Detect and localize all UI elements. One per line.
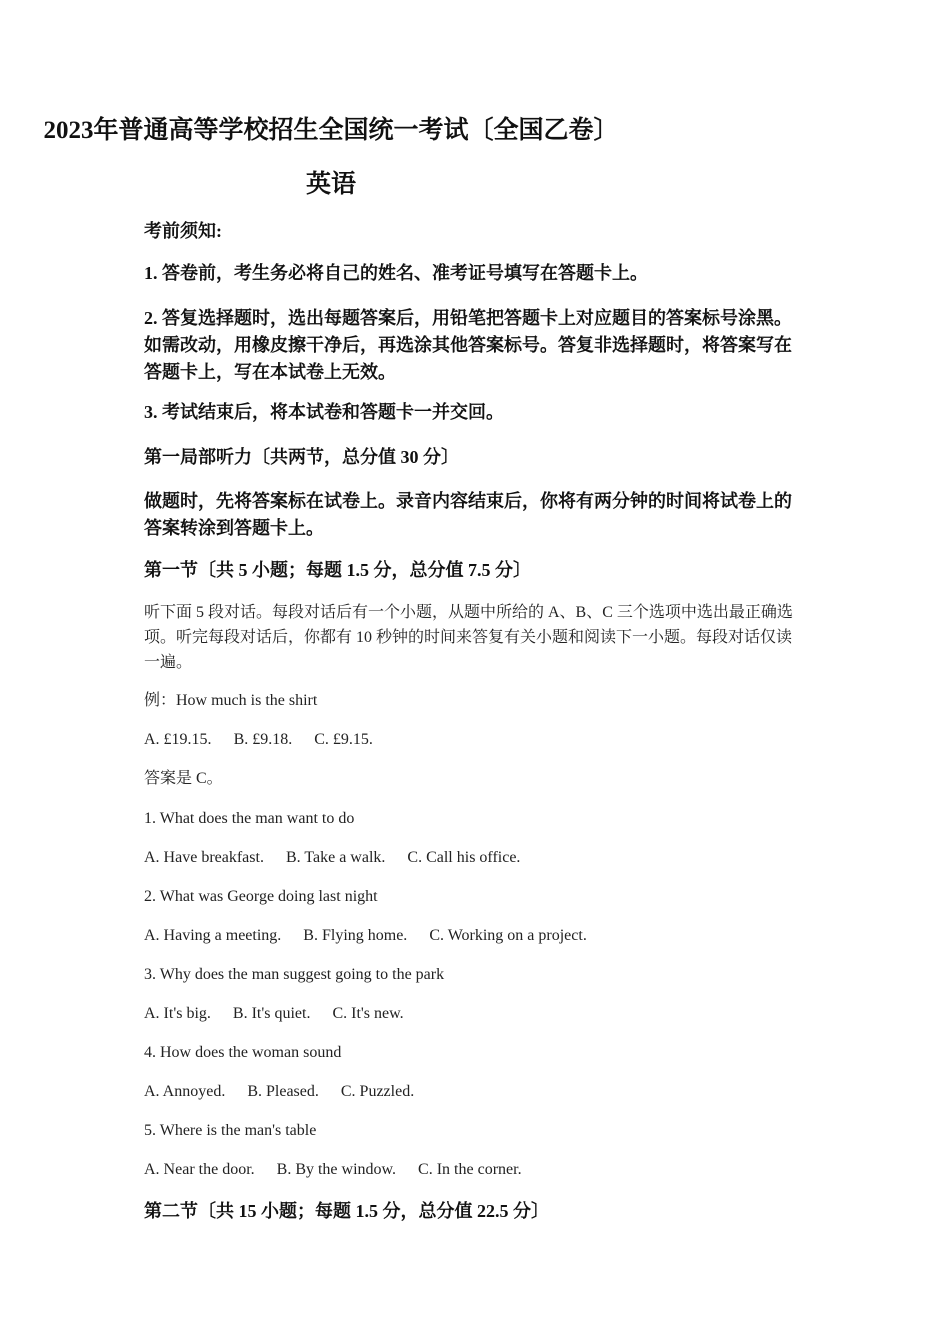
question-3: 3. Why does the man suggest going to the park [144, 966, 445, 983]
option-c: C. In the corner. [418, 1161, 522, 1178]
section2-heading: 第二节〔共 15 小题；每题 1.5 分，总分值 22.5 分〕 [144, 1201, 549, 1221]
notice-item-1: 1. 答卷前，考生务必将自己的姓名、准考证号填写在答题卡上。 [144, 263, 648, 283]
part1-heading: 第一局部听力〔共两节，总分值 30 分〕 [144, 447, 459, 467]
section1-instruction: 听下面 5 段对话。每段对话后有一个小题，从题中所给的 A、B、C 三个选项中选出最正确选项。听完每段对话后，你都有 10 秒钟的时间来答复有关小题和阅读下一小题。每段对话仅读一遍。 [144, 604, 793, 671]
example-answer: 答案是 C。 [144, 770, 223, 787]
option-b: B. Take a walk. [285, 849, 386, 866]
option-b: B. It's quiet. [232, 1005, 311, 1022]
question-1: 1. What does the man want to do [144, 810, 355, 827]
option-a: A. Have breakfast. [144, 849, 264, 866]
option-a: A. It's big. [144, 1005, 211, 1022]
question-2: 2. What was George doing last night [144, 888, 378, 905]
example-question: 例：How much is the shirt [144, 692, 318, 709]
option-a: A. Having a meeting. [144, 927, 282, 944]
option-c: C. Working on a project. [429, 927, 587, 944]
question-5: 5. Where is the man's table [144, 1122, 317, 1139]
example-options [144, 727, 806, 752]
section1-heading: 第一节〔共 5 小题；每题 1.5 分，总分值 7.5 分〕 [144, 560, 531, 580]
exam-title: 2023年普通高等学校招生全国统一考试〔全国乙卷〕 [43, 117, 619, 144]
option-b: B. Flying home. [303, 927, 408, 944]
option-a: A. Near the door. [144, 1161, 255, 1178]
option-c: C. £9.15. [314, 731, 373, 748]
question-5-options [144, 1157, 806, 1182]
option-b: B. £9.18. [233, 731, 293, 748]
question-4-options [144, 1079, 806, 1104]
option-c: C. Puzzled. [340, 1083, 415, 1100]
notice-item-3: 3. 考试结束后，将本试卷和答题卡一并交回。 [144, 402, 504, 422]
option-b: B. By the window. [276, 1161, 397, 1178]
option-a: A. £19.15. [144, 731, 212, 748]
option-b: B. Pleased. [247, 1083, 319, 1100]
option-a: A. Annoyed. [144, 1083, 226, 1100]
notice-item-2: 2. 答复选择题时，选出每题答案后，用铅笔把答题卡上对应题目的答案标号涂黑。如需改动，用橡皮擦干净后，再选涂其他答案标号。答复非选择题时，将答案写在答题卡上，写在本试卷上无效。 [144, 308, 792, 382]
question-1-options [144, 845, 806, 870]
subject-title: 英语 [305, 171, 356, 198]
part1-instruction: 做题时，先将答案标在试卷上。录音内容结束后，你将有两分钟的时间将试卷上的答案转涂到答题卡上。 [144, 491, 792, 538]
notice-heading: 考前须知: [144, 221, 222, 241]
question-4: 4. How does the woman sound [144, 1044, 342, 1061]
option-c: C. Call his office. [407, 849, 521, 866]
question-3-options [144, 1001, 806, 1026]
question-2-options [144, 923, 806, 948]
option-c: C. It's new. [332, 1005, 404, 1022]
